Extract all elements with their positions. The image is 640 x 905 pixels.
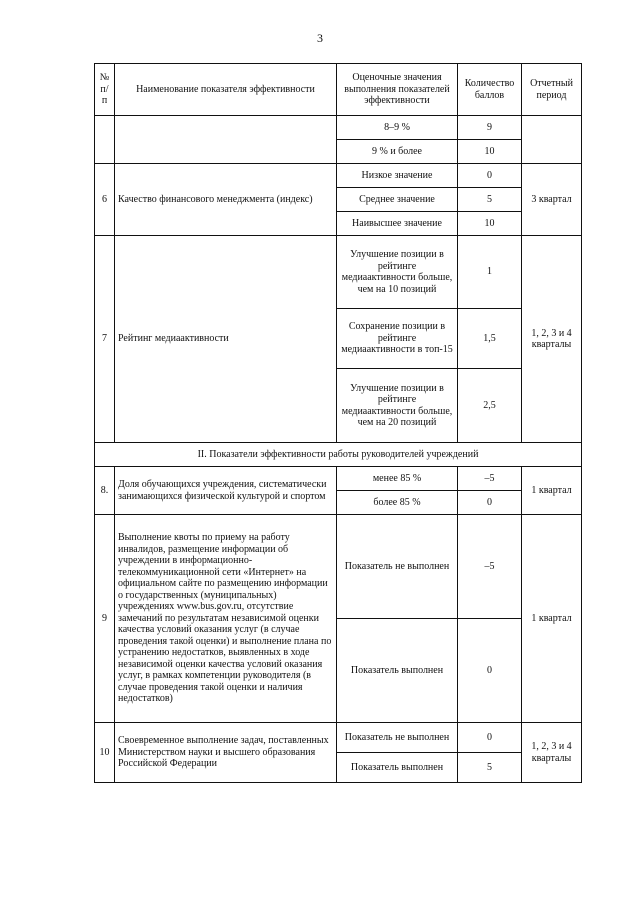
- row6-opt1-label: Низкое значение: [337, 164, 458, 188]
- header-points: Количество баллов: [458, 64, 522, 116]
- row8-opt1-points: –5: [458, 467, 522, 491]
- row8-period: 1 квартал: [522, 467, 582, 515]
- row10-opt2-points: 5: [458, 753, 522, 783]
- row8-opt1-label: менее 85 %: [337, 467, 458, 491]
- row6-name: Качество финансового менеджмента (индекс): [115, 164, 337, 236]
- row8-opt2-points: 0: [458, 491, 522, 515]
- section-2-title: II. Показатели эффективности работы руководителей учреждений: [95, 443, 582, 467]
- row6-num: 6: [95, 164, 115, 236]
- cont-period: [522, 116, 582, 164]
- row7-opt3-label: Улучшение позиции в рейтинге медиаактивности больше, чем на 20 позиций: [337, 369, 458, 443]
- row7-opt2-points: 1,5: [458, 309, 522, 369]
- row10-opt1-label: Показатель не выполнен: [337, 723, 458, 753]
- efficiency-indicators-table: [94, 63, 582, 783]
- cont-opt2-label: 9 % и более: [337, 140, 458, 164]
- header-values: Оценочные значения выполнения показателей эффективности: [337, 64, 458, 116]
- row8-name: Доля обучающихся учреждения, систематически занимающихся физической культурой и спортом: [115, 467, 337, 515]
- row10-opt1-points: 0: [458, 723, 522, 753]
- cont-name: [115, 116, 337, 164]
- row9-opt1-points: –5: [458, 515, 522, 619]
- header-num: № п/п: [95, 64, 115, 116]
- table-row: [95, 116, 582, 140]
- header-period: Отчетный период: [522, 64, 582, 116]
- row6-period: 3 квартал: [522, 164, 582, 236]
- row9-name: Выполнение квоты по приему на работу инвалидов, размещение информации об учреждении в информационно-телекоммуникационной сети «Интернет» на официальном сайте по размещению информации о государственных (муниципальных) учреждениях www.bus.gov.ru, отсутствие замечаний по результатам независимой оценки качества условий оказания услуг (в случае проведения такой оценки) и выполнение плана по устранению недостатков, выявленных в ходе независимой оценки качества условий оказания услуг, в рамках компетенции руководителя (в случае проведения такой оценки и наличия недостатков): [115, 515, 337, 723]
- table-row: [95, 164, 582, 188]
- header-name: Наименование показателя эффективности: [115, 64, 337, 116]
- row6-opt2-label: Среднее значение: [337, 188, 458, 212]
- row7-opt1-label: Улучшение позиции в рейтинге медиаактивности больше, чем на 10 позиций: [337, 236, 458, 309]
- row6-opt3-points: 10: [458, 212, 522, 236]
- cont-opt1-points: 9: [458, 116, 522, 140]
- row7-opt2-label: Сохранение позиции в рейтинге медиаактивности в топ-15: [337, 309, 458, 369]
- row7-opt1-points: 1: [458, 236, 522, 309]
- cont-num: [95, 116, 115, 164]
- row7-opt3-points: 2,5: [458, 369, 522, 443]
- row9-num: 9: [95, 515, 115, 723]
- row7-period: 1, 2, 3 и 4 кварталы: [522, 236, 582, 443]
- row10-period: 1, 2, 3 и 4 кварталы: [522, 723, 582, 783]
- row10-name: Своевременное выполнение задач, поставленных Министерством науки и высшего образования Российской Федерации: [115, 723, 337, 783]
- row7-name: Рейтинг медиаактивности: [115, 236, 337, 443]
- row10-opt2-label: Показатель выполнен: [337, 753, 458, 783]
- row8-opt2-label: более 85 %: [337, 491, 458, 515]
- table-row: [95, 467, 582, 491]
- table-row: [95, 515, 582, 619]
- row6-opt1-points: 0: [458, 164, 522, 188]
- cont-opt2-points: 10: [458, 140, 522, 164]
- row6-opt2-points: 5: [458, 188, 522, 212]
- row9-opt1-label: Показатель не выполнен: [337, 515, 458, 619]
- table-row: [95, 236, 582, 309]
- row9-opt2-points: 0: [458, 619, 522, 723]
- row9-period: 1 квартал: [522, 515, 582, 723]
- row8-num: 8.: [95, 467, 115, 515]
- page-number: 3: [317, 31, 323, 45]
- row6-opt3-label: Наивысшее значение: [337, 212, 458, 236]
- row9-opt2-label: Показатель выполнен: [337, 619, 458, 723]
- table-header-row: [95, 64, 582, 116]
- row10-num: 10: [95, 723, 115, 783]
- table-row: [95, 723, 582, 753]
- row7-num: 7: [95, 236, 115, 443]
- cont-opt1-label: 8–9 %: [337, 116, 458, 140]
- section-row: [95, 443, 582, 467]
